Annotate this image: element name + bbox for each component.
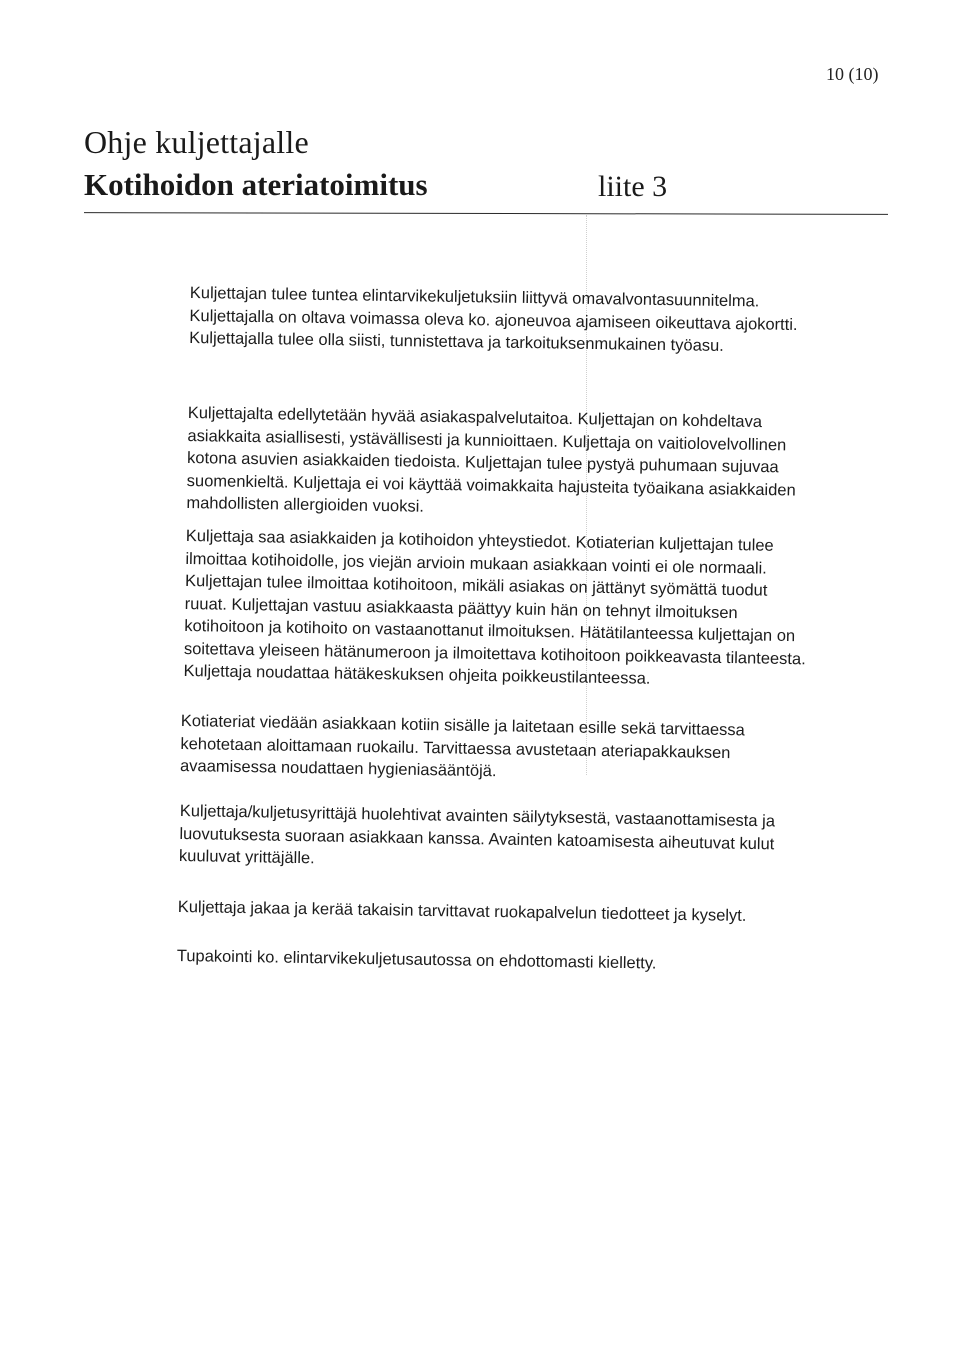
text-line: Kotiateriat viedään asiakkaan kotiin sisälle ja laitetaan esille sekä tarvittaessa — [180, 711, 745, 740]
text-line: Kuljettajan tulee ilmoittaa kotihoitoon, mikäli asiakas on jättänyt syömättä tuodut — [184, 571, 768, 600]
text-line: Kuljettajalla on oltava voimassa oleva ko. ajoneuvoa ajamiseen oikeuttava ajokortti. — [189, 306, 798, 334]
text-line: avaamisessa noudattaen hygieniasääntöjä. — [179, 756, 497, 781]
text-line: Kuljettaja saa asiakkaiden ja kotihoidon yhteystiedot. Kotiaterian kuljettajan tulee — [185, 526, 774, 555]
text-line: Kuljettajan tulee tuntea elintarvikekuljetuksiin liittyvä omavalvontasuunnitelma. — [189, 283, 760, 311]
paragraph-customer-service — [186, 402, 797, 524]
text-line: luovutuksesta suoraan asiakkaan kanssa. Avainten katoamisesta aiheutuvat kulut — [179, 824, 775, 853]
document-title: Ohje kuljettajalle — [84, 124, 309, 160]
appendix-label: liite 3 — [598, 170, 668, 203]
paragraph-surveys — [178, 896, 747, 927]
text-line: kehotetaan aloittamaan ruokailu. Tarvittaessa avustetaan ateriapakkauksen — [180, 734, 731, 762]
text-line: ilmoittaa kotihoidolle, jos viejän arvioin mukaan asiakkaan vointi ei ole normaali. — [185, 549, 767, 578]
text-line: asiakkaita asiallisesti, ystävällisesti ja kunnioittaen. Kuljettaja on vaitiolovelvollinen — [187, 426, 787, 454]
paragraph-delivery — [180, 710, 745, 787]
text-line: Kuljettaja jakaa ja kerää takaisin tarvittavat ruokapalvelun tiedotteet ja kyselyt. — [177, 897, 747, 925]
text-line: Tupakointi ko. elintarvikekuljetusautossa on ehdottomasti kielletty. — [176, 946, 657, 973]
text-line: Kuljettajalta edellytetään hyvää asiakaspalvelutaitoa. Kuljettajan on kohdeltava — [187, 403, 763, 432]
header-rule — [84, 212, 888, 215]
document-subtitle: Kotihoidon ateriatoimitus — [84, 167, 428, 202]
paragraph-contacts — [183, 525, 807, 693]
text-line: Kuljettaja noudattaa hätäkeskuksen ohjeita poikkeustilanteessa. — [183, 661, 651, 688]
paragraph-requirements — [189, 282, 798, 359]
text-line: Kuljettajalla tulee olla siisti, tunnistettava ja tarkoituksenmukainen työasu. — [189, 328, 724, 355]
paragraph-no-smoking — [177, 945, 657, 975]
text-line: kuuluvat yrittäjälle. — [178, 846, 315, 868]
text-line: Kuljettaja/kuljetusyrittäjä huolehtivat avainten säilytyksestä, vastaanottamisesta ja — [179, 801, 776, 831]
text-line: kotihoitoon ja kotihoito on vastaanottanut ilmoituksen. Hätätilanteessa kuljettajan on — [184, 616, 796, 646]
text-line: soitettava yleiseen hätänumeroon ja ilmoitettava kotihoitoon poikkeavasta tilanteesta. — [183, 639, 806, 668]
text-line: ruuat. Kuljettajan vastuu asiakkaasta päättyy kuin hän on tehnyt ilmoituksen — [184, 594, 738, 622]
text-line: mahdollisten allergioiden vuoksi. — [186, 493, 425, 516]
paragraph-keys — [179, 800, 775, 878]
text-line: suomenkieltä. Kuljettaja ei voi käyttää voimakkaita hajusteita työaikana asiakkaiden — [186, 471, 796, 500]
text-line: kotona asuvien asiakkaiden tiedoista. Kuljettajan tulee pystyä puhumaan sujuvaa — [186, 448, 779, 477]
page-number: 10 (10) — [826, 64, 879, 84]
